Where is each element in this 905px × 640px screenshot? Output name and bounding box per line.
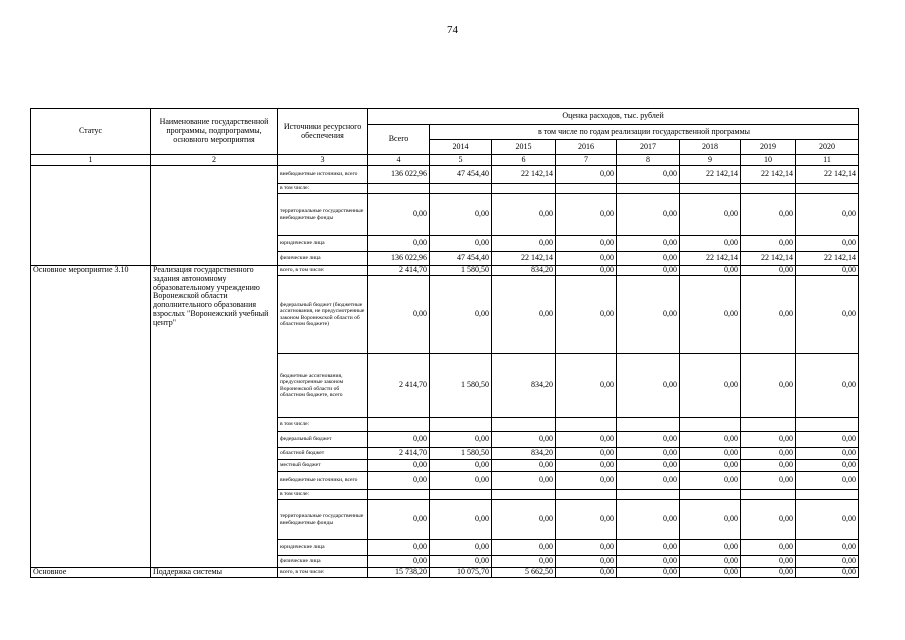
- value-cell: [430, 418, 492, 432]
- name-cell: [151, 166, 278, 266]
- source-cell: всего, в том числе:: [278, 568, 368, 578]
- value-cell: [617, 184, 680, 194]
- status-cell: Основное мероприятие 3.10: [31, 266, 151, 568]
- column-number: 4: [368, 155, 430, 166]
- header-year: 2014: [430, 140, 492, 155]
- source-cell: территориальные государственные внебюджетные фонды: [278, 194, 368, 236]
- value-cell: 10 075,70: [430, 568, 492, 578]
- source-cell: местный бюджет: [278, 460, 368, 472]
- value-cell: 0,00: [680, 556, 741, 568]
- value-cell: 0,00: [680, 540, 741, 556]
- value-cell: [368, 184, 430, 194]
- value-cell: 0,00: [492, 276, 556, 354]
- value-cell: [741, 184, 796, 194]
- value-cell: 0,00: [492, 556, 556, 568]
- value-cell: 0,00: [796, 472, 859, 490]
- value-cell: 22 142,14: [680, 252, 741, 266]
- value-cell: 22 142,14: [492, 252, 556, 266]
- value-cell: 0,00: [617, 472, 680, 490]
- header-status: Статус: [31, 109, 151, 155]
- value-cell: [430, 490, 492, 500]
- value-cell: 0,00: [430, 472, 492, 490]
- column-number: 7: [556, 155, 617, 166]
- value-cell: 0,00: [617, 354, 680, 418]
- source-cell: областной бюджет: [278, 448, 368, 460]
- page-number: 74: [447, 24, 458, 36]
- value-cell: 0,00: [617, 568, 680, 578]
- value-cell: 0,00: [796, 354, 859, 418]
- value-cell: 0,00: [617, 194, 680, 236]
- value-cell: 0,00: [680, 432, 741, 448]
- value-cell: 0,00: [680, 236, 741, 252]
- value-cell: 0,00: [492, 236, 556, 252]
- value-cell: 0,00: [368, 556, 430, 568]
- source-cell: физические лица: [278, 252, 368, 266]
- value-cell: 0,00: [556, 236, 617, 252]
- value-cell: 0,00: [430, 540, 492, 556]
- value-cell: 0,00: [680, 448, 741, 460]
- value-cell: 1 580,50: [430, 354, 492, 418]
- value-cell: [368, 490, 430, 500]
- value-cell: [680, 418, 741, 432]
- value-cell: 0,00: [680, 266, 741, 276]
- value-cell: 22 142,14: [796, 252, 859, 266]
- value-cell: 0,00: [680, 500, 741, 540]
- source-cell: бюджетные ассигнования, предусмотренные законом Воронежской области об областном бюджете, всего: [278, 354, 368, 418]
- source-cell: в том числе:: [278, 418, 368, 432]
- value-cell: 0,00: [556, 266, 617, 276]
- column-number: 6: [492, 155, 556, 166]
- value-cell: 0,00: [617, 252, 680, 266]
- value-cell: 0,00: [556, 432, 617, 448]
- value-cell: 0,00: [617, 540, 680, 556]
- header-sources: Источники ресурсного обеспечения: [278, 109, 368, 155]
- header-estimate: Оценка расходов, тыс. рублей: [368, 109, 859, 125]
- value-cell: [492, 490, 556, 500]
- value-cell: 0,00: [741, 276, 796, 354]
- value-cell: 0,00: [556, 500, 617, 540]
- value-cell: 0,00: [796, 276, 859, 354]
- source-cell: юридические лица: [278, 540, 368, 556]
- column-number: 3: [278, 155, 368, 166]
- value-cell: 0,00: [680, 460, 741, 472]
- value-cell: 0,00: [741, 568, 796, 578]
- value-cell: 0,00: [492, 194, 556, 236]
- value-cell: [556, 184, 617, 194]
- value-cell: 0,00: [617, 166, 680, 184]
- value-cell: [492, 184, 556, 194]
- value-cell: 22 142,14: [741, 252, 796, 266]
- header-by-years: в том числе по годам реализации государственной программы: [430, 125, 859, 140]
- value-cell: 0,00: [617, 432, 680, 448]
- value-cell: 0,00: [617, 448, 680, 460]
- value-cell: 0,00: [796, 266, 859, 276]
- value-cell: 0,00: [492, 540, 556, 556]
- value-cell: 0,00: [430, 236, 492, 252]
- value-cell: 0,00: [741, 472, 796, 490]
- source-cell: в том числе:: [278, 184, 368, 194]
- value-cell: 47 454,40: [430, 252, 492, 266]
- value-cell: 0,00: [617, 276, 680, 354]
- value-cell: 0,00: [741, 354, 796, 418]
- value-cell: 0,00: [796, 500, 859, 540]
- value-cell: 2 414,70: [368, 266, 430, 276]
- value-cell: 0,00: [796, 540, 859, 556]
- value-cell: 136 022,96: [368, 252, 430, 266]
- value-cell: 0,00: [368, 432, 430, 448]
- value-cell: 0,00: [680, 276, 741, 354]
- budget-table: [30, 108, 859, 578]
- value-cell: 22 142,14: [741, 166, 796, 184]
- source-cell: в том числе:: [278, 490, 368, 500]
- value-cell: 0,00: [368, 500, 430, 540]
- table-row: [31, 266, 859, 276]
- value-cell: 0,00: [741, 500, 796, 540]
- value-cell: [556, 418, 617, 432]
- value-cell: 0,00: [617, 556, 680, 568]
- value-cell: 0,00: [556, 540, 617, 556]
- header-name: Наименование государственной программы, подпрограммы, основного мероприятия: [151, 109, 278, 155]
- value-cell: [796, 418, 859, 432]
- value-cell: 0,00: [430, 194, 492, 236]
- value-cell: 0,00: [368, 236, 430, 252]
- value-cell: 0,00: [368, 460, 430, 472]
- source-cell: физические лица: [278, 556, 368, 568]
- value-cell: 0,00: [741, 432, 796, 448]
- value-cell: 0,00: [617, 236, 680, 252]
- value-cell: 0,00: [556, 276, 617, 354]
- value-cell: 0,00: [796, 568, 859, 578]
- value-cell: 0,00: [556, 472, 617, 490]
- value-cell: 1 580,50: [430, 266, 492, 276]
- value-cell: 0,00: [741, 236, 796, 252]
- value-cell: 834,20: [492, 448, 556, 460]
- value-cell: 0,00: [430, 432, 492, 448]
- name-cell: Реализация государственного задания автономному образовательному учреждению Воронежской области дополнительного образования взрослых "Воронежский учебный центр": [151, 266, 278, 568]
- table-row: [31, 568, 859, 578]
- value-cell: 0,00: [556, 354, 617, 418]
- column-number: 5: [430, 155, 492, 166]
- value-cell: [617, 490, 680, 500]
- value-cell: 0,00: [368, 194, 430, 236]
- column-number: 8: [617, 155, 680, 166]
- value-cell: 0,00: [430, 500, 492, 540]
- column-number: 1: [31, 155, 151, 166]
- header-year: 2019: [741, 140, 796, 155]
- value-cell: 0,00: [796, 432, 859, 448]
- value-cell: 0,00: [368, 540, 430, 556]
- value-cell: [556, 490, 617, 500]
- header-year: 2018: [680, 140, 741, 155]
- value-cell: 0,00: [492, 500, 556, 540]
- value-cell: 0,00: [430, 556, 492, 568]
- column-number: 11: [796, 155, 859, 166]
- value-cell: 0,00: [556, 252, 617, 266]
- value-cell: 0,00: [741, 448, 796, 460]
- value-cell: 5 662,50: [492, 568, 556, 578]
- value-cell: 0,00: [741, 540, 796, 556]
- header-year: 2015: [492, 140, 556, 155]
- value-cell: 0,00: [741, 194, 796, 236]
- value-cell: 0,00: [492, 432, 556, 448]
- value-cell: 0,00: [796, 194, 859, 236]
- name-cell: Поддержка системы: [151, 568, 278, 578]
- header-year: 2020: [796, 140, 859, 155]
- value-cell: 1 580,50: [430, 448, 492, 460]
- column-number: 2: [151, 155, 278, 166]
- source-cell: внебюджетные источники, всего: [278, 472, 368, 490]
- value-cell: 2 414,70: [368, 354, 430, 418]
- source-cell: внебюджетные источники, всего: [278, 166, 368, 184]
- status-cell: [31, 166, 151, 266]
- value-cell: 0,00: [741, 266, 796, 276]
- value-cell: 0,00: [796, 460, 859, 472]
- value-cell: 834,20: [492, 266, 556, 276]
- value-cell: 136 022,96: [368, 166, 430, 184]
- value-cell: [680, 490, 741, 500]
- value-cell: 0,00: [741, 460, 796, 472]
- value-cell: [796, 490, 859, 500]
- value-cell: 0,00: [368, 472, 430, 490]
- value-cell: 0,00: [556, 166, 617, 184]
- value-cell: 22 142,14: [796, 166, 859, 184]
- source-cell: всего, в том числе:: [278, 266, 368, 276]
- value-cell: 15 738,20: [368, 568, 430, 578]
- value-cell: 0,00: [617, 500, 680, 540]
- value-cell: 0,00: [796, 236, 859, 252]
- table-row: [31, 166, 859, 184]
- value-cell: 0,00: [617, 460, 680, 472]
- column-number: 9: [680, 155, 741, 166]
- budget-table-body: [31, 166, 859, 578]
- header-year: 2016: [556, 140, 617, 155]
- value-cell: 2 414,70: [368, 448, 430, 460]
- value-cell: 0,00: [617, 266, 680, 276]
- value-cell: 0,00: [556, 448, 617, 460]
- value-cell: 0,00: [556, 460, 617, 472]
- value-cell: 22 142,14: [680, 166, 741, 184]
- value-cell: [430, 184, 492, 194]
- value-cell: 0,00: [492, 472, 556, 490]
- value-cell: 47 454,40: [430, 166, 492, 184]
- value-cell: [741, 418, 796, 432]
- value-cell: 0,00: [680, 568, 741, 578]
- source-cell: федеральный бюджет (бюджетные ассигнования, не предусмотренные законом Воронежской области об областном бюджете): [278, 276, 368, 354]
- value-cell: 0,00: [680, 354, 741, 418]
- value-cell: 0,00: [556, 194, 617, 236]
- value-cell: 834,20: [492, 354, 556, 418]
- value-cell: 0,00: [796, 556, 859, 568]
- value-cell: 0,00: [430, 276, 492, 354]
- source-cell: территориальные государственные внебюджетные фонды: [278, 500, 368, 540]
- source-cell: юридические лица: [278, 236, 368, 252]
- source-cell: федеральный бюджет: [278, 432, 368, 448]
- value-cell: 0,00: [368, 276, 430, 354]
- value-cell: 22 142,14: [492, 166, 556, 184]
- value-cell: [680, 184, 741, 194]
- column-number-row: [31, 155, 859, 166]
- value-cell: 0,00: [796, 448, 859, 460]
- header-year: 2017: [617, 140, 680, 155]
- value-cell: 0,00: [741, 556, 796, 568]
- column-number: 10: [741, 155, 796, 166]
- value-cell: 0,00: [680, 472, 741, 490]
- value-cell: 0,00: [556, 568, 617, 578]
- value-cell: [741, 490, 796, 500]
- value-cell: 0,00: [492, 460, 556, 472]
- value-cell: 0,00: [680, 194, 741, 236]
- value-cell: [796, 184, 859, 194]
- header-total: Всего: [368, 125, 430, 155]
- value-cell: [368, 418, 430, 432]
- value-cell: [617, 418, 680, 432]
- status-cell: Основное: [31, 568, 151, 578]
- value-cell: 0,00: [430, 460, 492, 472]
- value-cell: [492, 418, 556, 432]
- value-cell: 0,00: [556, 556, 617, 568]
